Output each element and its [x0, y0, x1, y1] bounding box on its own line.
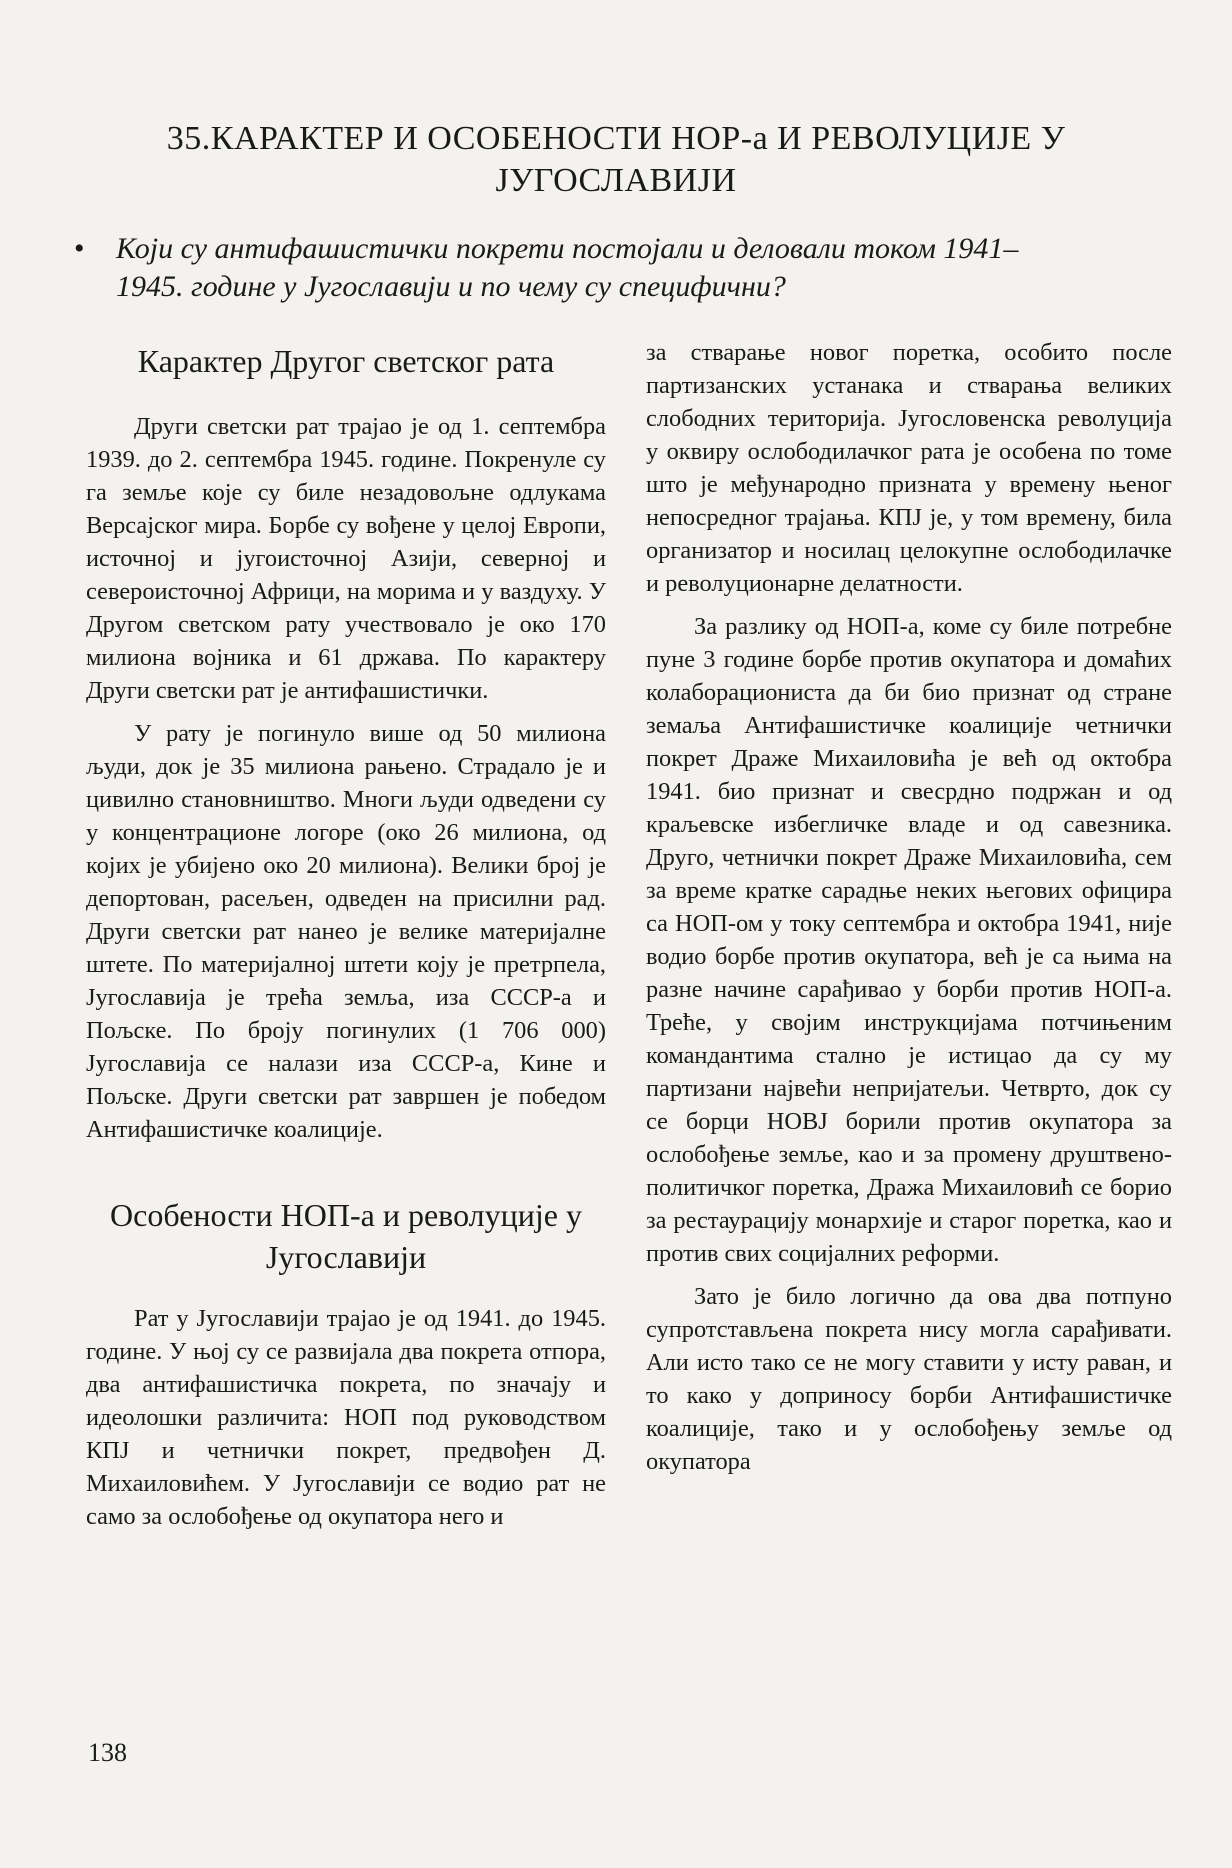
paragraph: У рату је погинуло више од 50 милиона људи, док је 35 милиона рањено. Страдало је и цивилно становништво. Многи људи одведени су у концентрационе логоре (око 26 милиона, од којих је убијено око 20 милиона). Велики број је депортован, расељен, одведен на присилни рад. Други светски рат нанео је велике материјалне штете. По материјалној штети коју је претрпела, Југославија је трећа земља, иза СССР-а и Пољске. По броју погинулих (1 706 000) Југославија се налази иза СССР-а, Кине и Пољске. Други светски рат завршен је победом Антифашистичке коалиције.: [86, 720, 606, 1143]
chapter-title: 35.КАРАКТЕР И ОСОБЕНОСТИ НОР-а И РЕВОЛУЦИЈЕ У ЈУГОСЛАВИЈИ: [166, 120, 1066, 199]
paragraph: За разлику од НОП-а, коме су биле потребне пуне 3 године борбе против окупатора и домаћих колаборациониста да би био признат од стране земаља Антифашистичке коалиције четнички покрет Драже Михаиловића је већ од октобра 1941. био признат и свесрдно подржан и од краљевске избегличке владе и од савезника. Друго, четнички покрет Драже Михаиловића, сем за време кратке сарадње неких његових официра са НОП-ом у току септембра и октобра 1941, није водио борбе против окупатора, већ је са њима на разне начине сарађивао у борби против НОП-а. Треће, у својим инструкцијама потчињеним командантима стално је истицао да су му партизани највећи непријатељи. Четврто, док су се борци НОВЈ борили против окупатора за ослобођење земље, као и за промену друштвено-политичког поретка, Дража Михаиловић се борио за рестаурацију монархије и старог поретка, као и против свих социјалних реформи.: [646, 613, 1172, 1267]
page-number: 138: [88, 1738, 127, 1767]
left-column: [86, 332, 606, 1543]
paragraph: за стварање новог поретка, особито после партизанских устанака и стварања великих слободних територија. Југословенска револуција у оквиру ослободилачког рата је особена по томе што је међународно призната у времену њеног непосредног трајања. КПЈ је, у том времену, била организатор и носилац целокупне ослободилачке и револуционарне делатности.: [646, 339, 1172, 597]
paragraph: Зато је било логично да ова два потпуно супротстављена покрета нису могла сарађивати. Али исто тако се не могу ставити у исту раван, и то како у доприносу борби Антифашистичке коалиције, тако и у ослобођењу земље од окупатора: [646, 1283, 1172, 1475]
paragraph: Рат у Југославији трајао је од 1941. до 1945. године. У њој су се развијала два покрета отпора, два антифашистичка покрета, по значају и идеолошки различита: НОП под руководством КПЈ и четнички покрет, предвођен Д. Михаиловићем. У Југославији се водио рат не само за ослобођење од окупатора него и: [86, 1305, 606, 1530]
bullet-icon: •: [74, 232, 85, 265]
section-heading-features: Особености НОП-а и револуције у Југославији: [110, 1197, 582, 1275]
paragraph: Други светски рат трајао је од 1. септембра 1939. до 2. септембра 1945. године. Покренуле су га земље које су биле незадовољне одлукама Версајског мира. Борбе су вођене у целој Европи, источној и југоисточној Азији, северној и североисточној Африци, на морима и у ваздуху. У Другом светском рату учествовало је око 170 милиона војника и 61 држава. По карактеру Други светски рат је антифашистички.: [86, 413, 606, 704]
question-text: Који су антифашистички покрети постојали и деловали током 1941–1945. године у Југославији и по чему су специфични?: [116, 232, 1019, 303]
right-column: [646, 336, 1172, 1488]
section-heading-character: Карактер Другог светског рата: [137, 343, 555, 379]
review-question: [74, 230, 1078, 306]
